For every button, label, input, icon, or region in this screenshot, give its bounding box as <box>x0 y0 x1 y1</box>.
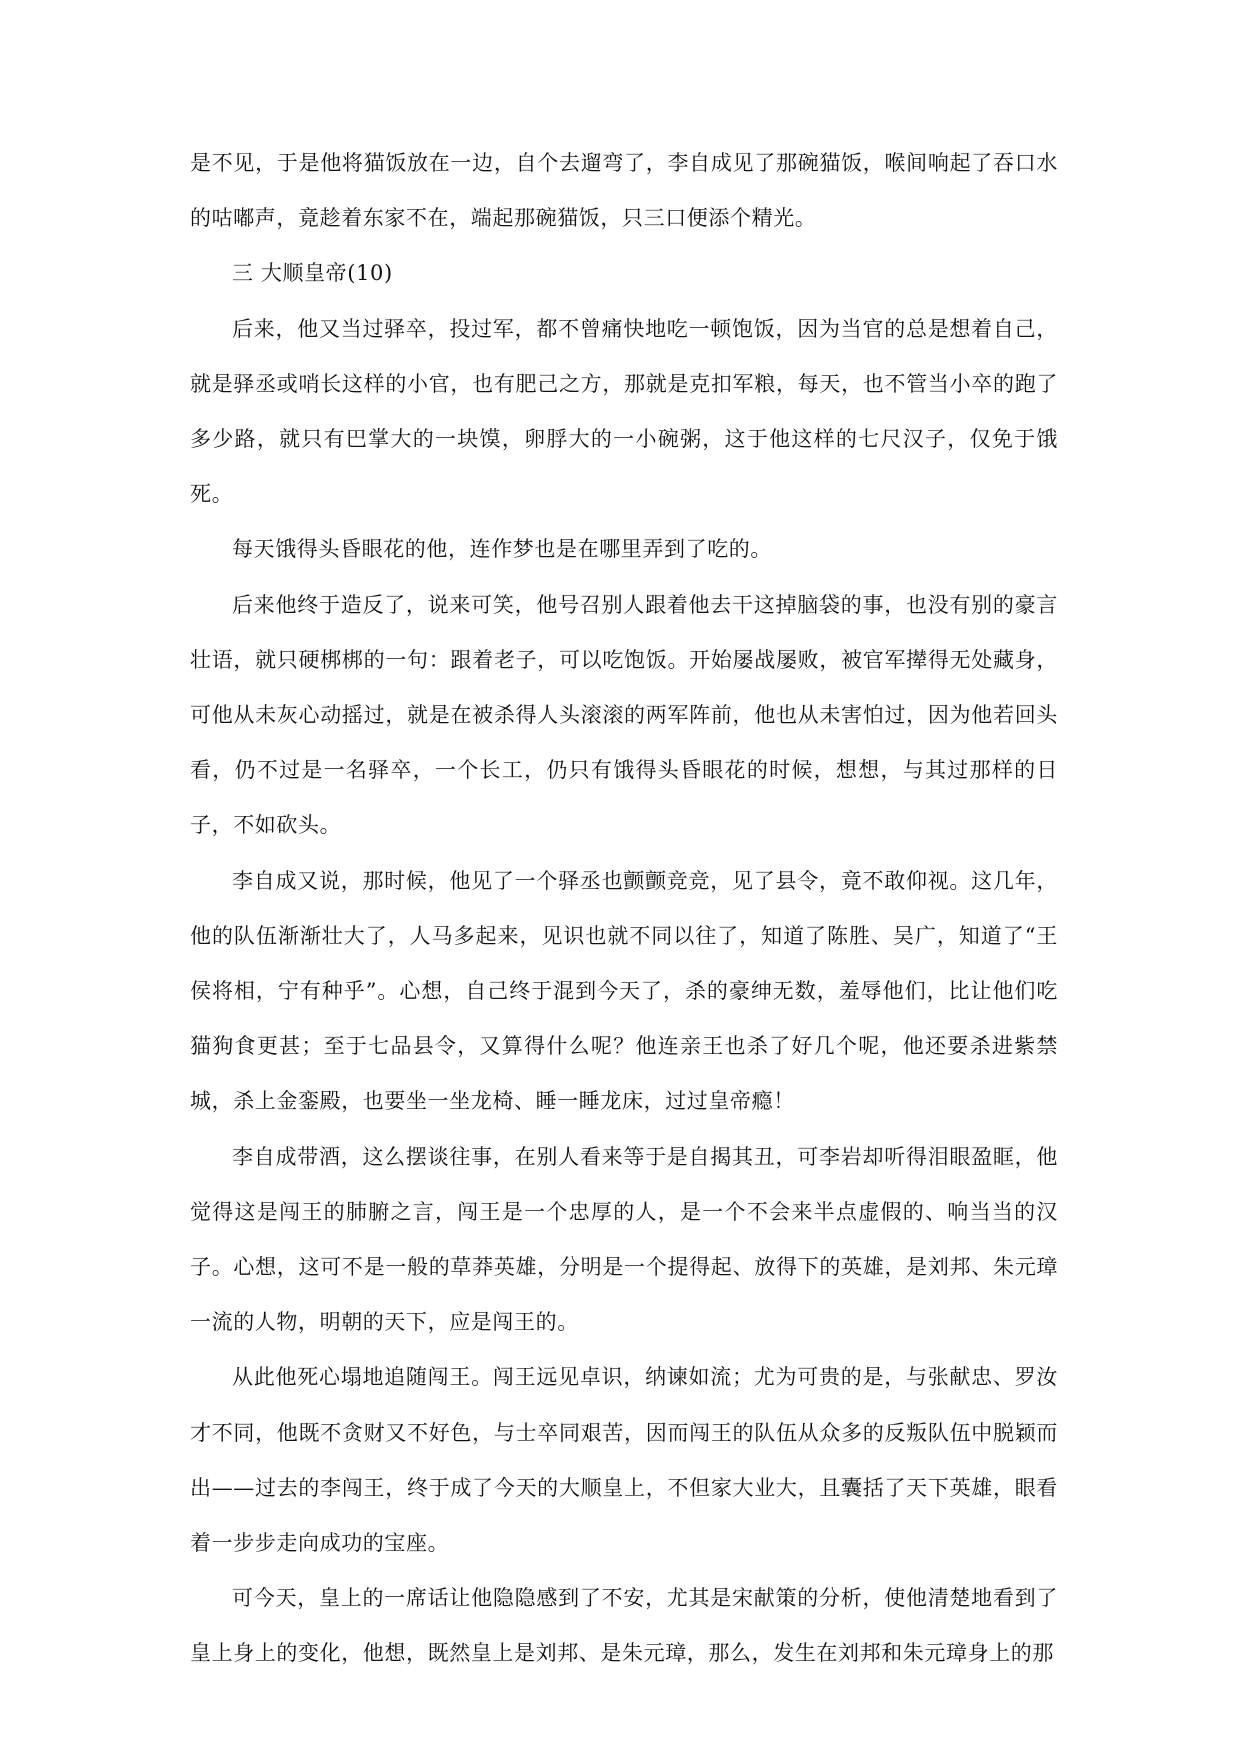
paragraph: 可今天，皇上的一席话让他隐隐感到了不安，尤其是宋献策的分析，使他清楚地看到了皇上身上的变化，他想，既然皇上是刘邦、是朱元璋，那么，发生在刘邦和朱元璋身上的那 <box>190 1586 1058 1666</box>
body-text <box>190 136 1058 1682</box>
paragraph-continued: 是不见，于是他将猫饭放在一边，自个去遛弯了，李自成见了那碗猫饭，喉间响起了吞口水的咕嘟声，竟趁着东家不在，端起那碗猫饭，只三口便添个精光。 <box>190 151 1058 231</box>
paragraph: 后来他终于造反了，说来可笑，他号召别人跟着他去干这掉脑袋的事，也没有别的豪言壮语，就只硬梆梆的一句：跟着老子，可以吃饱饭。开始屡战屡败，被官军撵得无处藏身，可他从未灰心动摇过，就是在被杀得人头滚滚的两军阵前，他也从未害怕过，因为他若回头看，仍不过是一名驿卒，一个长工，仍只有饿得头昏眼花的时候，想想，与其过那样的日子，不如砍头。 <box>190 592 1058 838</box>
section-heading: 三 大顺皇帝(10) <box>232 261 393 286</box>
paragraph: 后来，他又当过驿卒，投过军，都不曾痛快地吃一顿饱饭，因为当官的总是想着自己，就是驿丞或哨长这样的小官，也有肥己之方，那就是克扣军粮，每天，也不管当小卒的跑了多少路，就只有巴掌大的一块馍，卵脬大的一小碗粥，这于他这样的七尺汉子，仅免于饿死。 <box>190 316 1058 507</box>
paragraph: 李自成带酒，这么摆谈往事，在别人看来等于是自揭其丑，可李岩却听得泪眼盈眶，他觉得这是闯王的肺腑之言，闯王是一个忠厚的人，是一个不会来半点虚假的、响当当的汉子。心想，这可不是一般的草莽英雄，分明是一个提得起、放得下的英雄，是刘邦、朱元璋一流的人物，明朝的天下，应是闯王的。 <box>190 1144 1058 1335</box>
paragraph: 从此他死心塌地追随闯王。闯王远见卓识，纳谏如流；尤为可贵的是，与张献忠、罗汝才不同，他既不贪财又不好色，与士卒同艰苦，因而闯王的队伍从众多的反叛队伍中脱颖而出——过去的李闯王，终于成了今天的大顺皇上，不但家大业大，且囊括了天下英雄，眼看着一步步走向成功的宝座。 <box>190 1365 1058 1556</box>
paragraph: 李自成又说，那时候，他见了一个驿丞也颤颤竞竞，见了县令，竟不敢仰视。这几年，他的队伍渐渐壮大了，人马多起来，见识也就不同以往了，知道了陈胜、吴广，知道了“王侯将相，宁有种乎”。心想，自己终于混到今天了，杀的豪绅无数，羞辱他们，比让他们吃猫狗食更甚；至于七品县令，又算得什么呢？他连亲王也杀了好几个呢，他还要杀进紫禁城，杀上金銮殿，也要坐一坐龙椅、睡一睡龙床，过过皇帝瘾！ <box>190 868 1058 1114</box>
paragraph: 每天饿得头昏眼花的他，连作梦也是在哪里弄到了吃的。 <box>232 537 772 562</box>
